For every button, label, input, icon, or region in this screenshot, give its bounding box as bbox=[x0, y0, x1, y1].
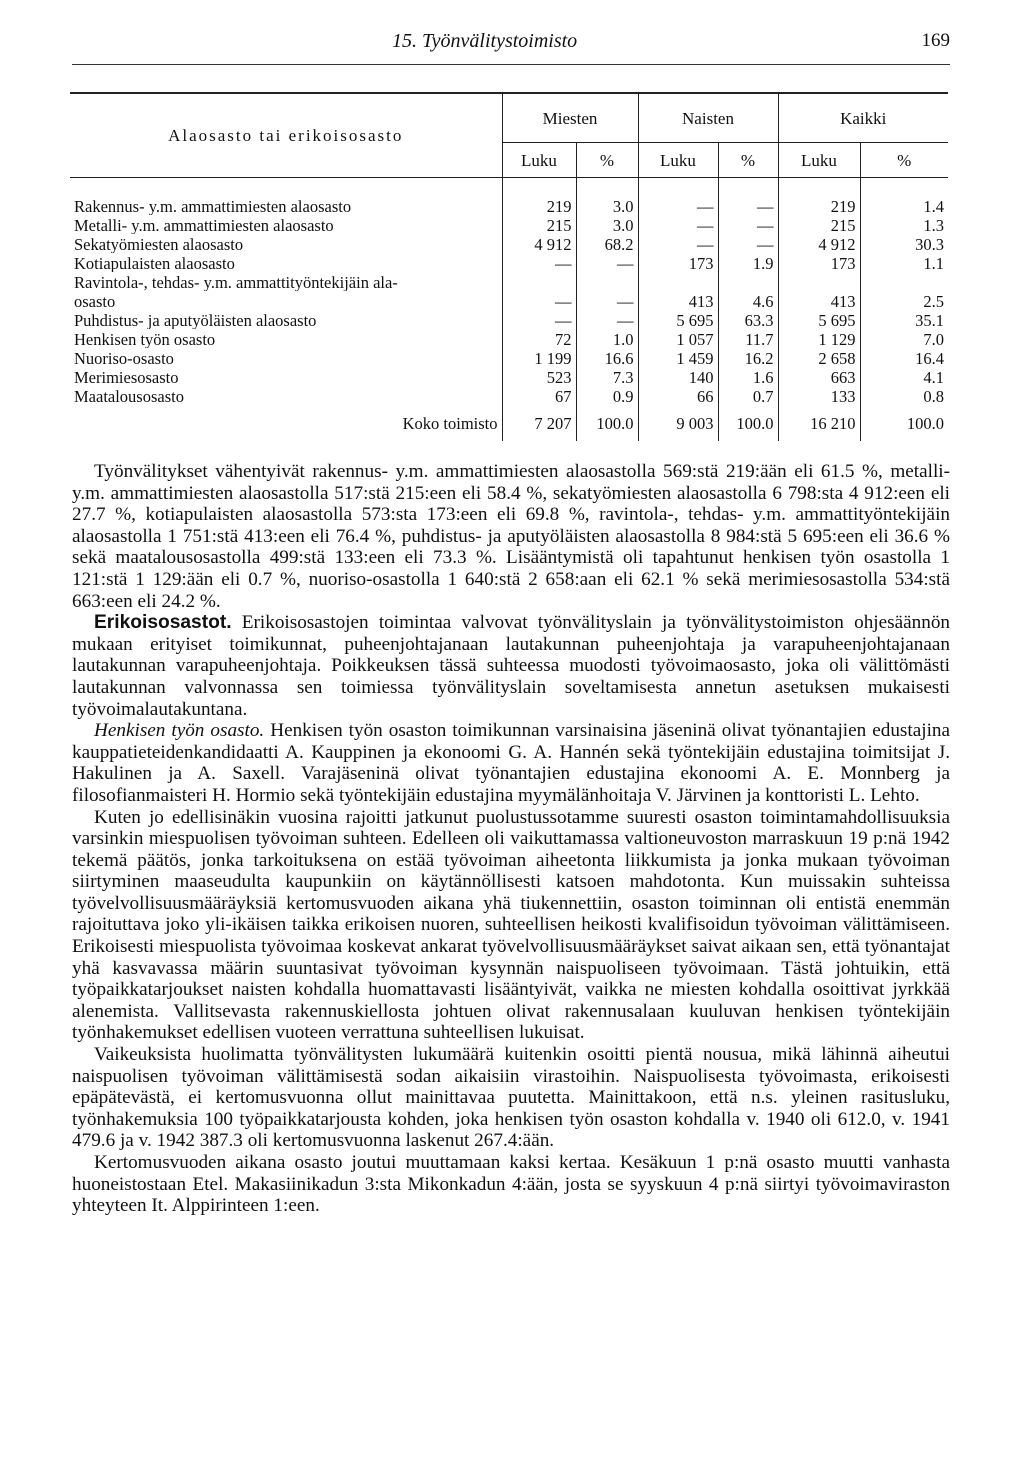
table-cell: 3.0 bbox=[576, 196, 638, 215]
table-cell: 68.2 bbox=[576, 234, 638, 253]
table-cell: 133 bbox=[778, 386, 860, 405]
table-body bbox=[70, 178, 948, 406]
table-cell bbox=[502, 272, 576, 291]
table-cell: — bbox=[576, 253, 638, 272]
table-row bbox=[70, 215, 948, 234]
table-cell: 1.4 bbox=[860, 196, 948, 215]
table-cell: 219 bbox=[502, 196, 576, 215]
table-cell: 16.4 bbox=[860, 348, 948, 367]
paragraph: Työnvälitykset vähentyivät rakennus- y.m. ammattimiesten alaosastolla 569:stä 219:ään eli 61.5 %, metalli- y.m. ammattimiesten alaosastolla 517:stä 215:een eli 58.4 %, sekatyömiesten alaosastolla 6 798:sta 4 912:een eli 27.7 %, kotiapulaisten alaosastolla 573:sta 173:een eli 69.8 %, ravintola-, tehdas- y.m. ammattityöntekijäin alaosastolla 1 751:stä 413:een eli 76.4 %, puhdistus- ja aputyöläisten alaosastolla 8 984:stä 5 695:een eli 36.6 % sekä maatalousosastolla 499:stä 133:een eli 73.3 %. Lisääntymistä oli tapahtunut henkisen työn osastolla 1 121:stä 1 129:ään eli 0.7 %, nuoriso-osastolla 1 640:stä 2 658:aan eli 62.1 % sekä merimiesosastolla 534:stä 663:een eli 24.2 %. bbox=[72, 461, 950, 612]
table-row bbox=[70, 196, 948, 215]
table-cell: 1 129 bbox=[778, 329, 860, 348]
row-label: osasto bbox=[74, 292, 116, 310]
table-row bbox=[70, 329, 948, 348]
row-label: Nuoriso-osasto bbox=[74, 349, 174, 367]
table-row bbox=[70, 291, 948, 310]
table-cell: 1 199 bbox=[502, 348, 576, 367]
table-cell: 1.9 bbox=[718, 253, 778, 272]
table-cell: 11.7 bbox=[718, 329, 778, 348]
paragraph: Vaikeuksista huolimatta työnvälitysten lukumäärä kuitenkin osoitti pientä nousua, mikä lähinnä aiheutui naispuolisen työvoiman välittämisestä sodan aikaisiin virastoihin. Naispuolisesta työvoimasta, erikoisesti epäpätevästä, ei kertomusvuonna ollut mainittavaa puutetta. Mainittakoon, että n.s. yleinen rasitusluku, työnhakemuksia 100 työpaikkatarjousta kohden, joka henkisen työn osaston kohdalla v. 1940 oli 612.0, v. 1941 479.6 ja v. 1942 387.3 oli kertomusvuonna laskenut 267.4:ään. bbox=[72, 1044, 950, 1152]
running-title: 15. Työnvälitystoimisto bbox=[392, 30, 578, 52]
table-cell: 1 057 bbox=[638, 329, 718, 348]
table-cell: 1.6 bbox=[718, 367, 778, 386]
table-cell: 30.3 bbox=[860, 234, 948, 253]
table-cell: — bbox=[638, 196, 718, 215]
subheader-percent: % bbox=[860, 143, 948, 178]
table-cell: 219 bbox=[778, 196, 860, 215]
paragraph bbox=[72, 720, 950, 806]
table-cell: 663 bbox=[778, 367, 860, 386]
running-header bbox=[72, 20, 950, 60]
subheader-percent: % bbox=[718, 143, 778, 178]
section-heading: Henkisen työn osasto. bbox=[94, 720, 265, 742]
total-cell: 100.0 bbox=[718, 405, 778, 441]
table-cell: 35.1 bbox=[860, 310, 948, 329]
subheader-percent: % bbox=[576, 143, 638, 178]
table-row bbox=[70, 234, 948, 253]
total-cell: 7 207 bbox=[502, 405, 576, 441]
row-label: Metalli- y.m. ammattimiesten alaosasto bbox=[74, 216, 334, 234]
paragraph: Kertomusvuoden aikana osasto joutui muuttamaan kaksi kertaa. Kesäkuun 1 p:nä osasto muutti vanhasta huoneistostaan Etel. Makasiinikadun 3:sta Mikonkadun 4:ään, josta se syyskuun 4 p:nä siirtyi työvoimaviraston yhteyteen It. Alppirinteen 1:een. bbox=[72, 1152, 950, 1217]
table-cell: 413 bbox=[638, 291, 718, 310]
paragraph: Kuten jo edellisinäkin vuosina rajoitti jatkunut puolustussotamme suuresti osaston toimintamahdollisuuksia varsinkin miespuolisen työvoiman suhteen. Edelleen oli vaikuttamassa valtioneuvoston marraskuun 19 p:nä 1942 tekemä päätös, jonka tarkoituksena on estää työvoiman aiheetonta liikkumista ja jonka mukaan työvoiman siirtyminen maaseudulta kaupunkiin on käytännöllisesti katsoen mahdotonta. Kun muissakin suhteissa työvelvollisuusmääräyksiä kertomusvuoden aikana yhä tiukennettiin, osaston toiminnan oli entistä enemmän rajoituttava joko yli-ikäisen taikka erikoisen nuoren, suhteellisen heikosti kvalifisoidun työvoiman välittämiseen. Erikoisesti miespuolista työvoimaa koskevat ankarat työvelvollisuusmääräykset saivat aikaan sen, että työnantajat yhä kasvavassa määrin suuntasivat työvoiman kysynnän naispuoliseen työvoimaan. Tästä johtuikin, että työpaikkatarjoukset naisten kohdalla huomattavasti lisääntyivät, vaikka ne miesten kohdalla osoittivat jyrkkää alenemista. Vallitsevasta rakennuskiellosta johtuen olivat rakennusalaan kuuluvan henkisen työntekijäin työnhakemukset edellisen vuoteen verrattuna suhteellisen lukuisat. bbox=[72, 806, 950, 1044]
table-row bbox=[70, 310, 948, 329]
group-header-men: Miesten bbox=[502, 93, 638, 143]
statistics-table bbox=[70, 92, 948, 441]
table-cell: 1.0 bbox=[576, 329, 638, 348]
body-text bbox=[72, 461, 950, 1217]
table-cell: 413 bbox=[778, 291, 860, 310]
table-cell: 2 658 bbox=[778, 348, 860, 367]
table-row bbox=[70, 348, 948, 367]
row-label: Puhdistus- ja aputyöläisten alaosasto bbox=[74, 311, 317, 329]
total-cell: 100.0 bbox=[576, 405, 638, 441]
table-cell: 4.6 bbox=[718, 291, 778, 310]
table-cell: 66 bbox=[638, 386, 718, 405]
page-number: 169 bbox=[921, 30, 950, 51]
table-cell: 140 bbox=[638, 367, 718, 386]
table-cell: 16.6 bbox=[576, 348, 638, 367]
table-cell: — bbox=[638, 234, 718, 253]
row-label: Merimiesosasto bbox=[74, 368, 179, 386]
table-cell: 0.9 bbox=[576, 386, 638, 405]
table-cell: 67 bbox=[502, 386, 576, 405]
table-cell bbox=[718, 272, 778, 291]
section-heading: Erikoisosastot. bbox=[94, 612, 232, 634]
table-cell: 5 695 bbox=[778, 310, 860, 329]
table-cell: — bbox=[576, 310, 638, 329]
header-rule bbox=[72, 64, 950, 65]
table-cell: — bbox=[638, 215, 718, 234]
group-header-women: Naisten bbox=[638, 93, 778, 143]
paragraph bbox=[72, 612, 950, 720]
total-cell: 9 003 bbox=[638, 405, 718, 441]
table-cell: 16.2 bbox=[718, 348, 778, 367]
table-row bbox=[70, 253, 948, 272]
table-total-row bbox=[70, 405, 948, 441]
table-cell: 215 bbox=[502, 215, 576, 234]
table-row bbox=[70, 386, 948, 405]
total-label: Koko toimisto bbox=[402, 413, 498, 433]
table-cell: — bbox=[502, 253, 576, 272]
table-cell: — bbox=[718, 196, 778, 215]
total-cell: 16 210 bbox=[778, 405, 860, 441]
table-cell: — bbox=[576, 291, 638, 310]
table-cell: — bbox=[502, 291, 576, 310]
table-row bbox=[70, 272, 948, 291]
table-cell: 63.3 bbox=[718, 310, 778, 329]
total-cell: 100.0 bbox=[860, 405, 948, 441]
table-cell: 7.3 bbox=[576, 367, 638, 386]
table-cell: 72 bbox=[502, 329, 576, 348]
table-cell: 173 bbox=[778, 253, 860, 272]
row-label: Rakennus- y.m. ammattimiesten alaosasto bbox=[74, 197, 352, 215]
table-cell: 4 912 bbox=[778, 234, 860, 253]
table-cell: 7.0 bbox=[860, 329, 948, 348]
table-cell: 1 459 bbox=[638, 348, 718, 367]
table-row bbox=[70, 367, 948, 386]
table-cell: 0.8 bbox=[860, 386, 948, 405]
group-header-all: Kaikki bbox=[778, 93, 948, 143]
table-cell: 0.7 bbox=[718, 386, 778, 405]
subheader-count: Luku bbox=[778, 143, 860, 178]
table-cell bbox=[860, 272, 948, 291]
row-label: Sekatyömiesten alaosasto bbox=[74, 235, 244, 253]
table-cell: 3.0 bbox=[576, 215, 638, 234]
row-label: Ravintola-, tehdas- y.m. ammattityöntekijäin ala- bbox=[74, 273, 398, 291]
table-cell: 2.5 bbox=[860, 291, 948, 310]
table-cell bbox=[778, 272, 860, 291]
table-cell: 4.1 bbox=[860, 367, 948, 386]
subheader-count: Luku bbox=[502, 143, 576, 178]
table-cell: 523 bbox=[502, 367, 576, 386]
table-cell bbox=[576, 272, 638, 291]
row-label: Henkisen työn osasto bbox=[74, 330, 216, 348]
table-cell: 4 912 bbox=[502, 234, 576, 253]
paragraph-text: Henkisen työn osaston toimikunnan varsinaisina jäseninä olivat työnantajien edustajina kauppatieteidenkandidaatti A. Kauppinen ja ekonoomi G. A. Hannén sekä työntekijäin edustajina toimitsijat J. Hakulinen ja A. Saxell. Varajäseninä olivat työnantajien edustajina ekonoomi A. E. Monnberg ja filosofianmaisteri H. Hormio sekä työntekijäin edustajina myymälänhoitaja V. Järvinen ja konttoristi L. Lehto. bbox=[72, 720, 951, 806]
subheader-count: Luku bbox=[638, 143, 718, 178]
table-cell: 173 bbox=[638, 253, 718, 272]
table-cell: 215 bbox=[778, 215, 860, 234]
table-cell: — bbox=[718, 234, 778, 253]
paragraph-text: Erikoisosastojen toimintaa valvovat työnvälityslain ja työnvälitystoimiston ohjesäännön mukaan erityiset toimikunnat, puheenjohtajanaan lautakunnan puheenjohtaja ja varapuheenjohtajanaan lautakunnan varapuheenjohtaja. Poikkeuksen tässä suhteessa muodosti työvoimaosasto, joka oli välittömästi lautakunnan valvonnassa sen toimiessa työnvälityslain soveltamisesta annetun asetuksen mukaisesti työvoimalautakuntana. bbox=[72, 612, 951, 720]
table-cell bbox=[638, 272, 718, 291]
table-cell: — bbox=[502, 310, 576, 329]
row-label: Maatalousosasto bbox=[74, 387, 184, 405]
table-cell: 1.3 bbox=[860, 215, 948, 234]
table-cell: 1.1 bbox=[860, 253, 948, 272]
row-label: Kotiapulaisten alaosasto bbox=[74, 254, 235, 272]
column-label: Alaosasto tai erikoisosasto bbox=[70, 93, 502, 178]
table-cell: — bbox=[718, 215, 778, 234]
table-cell: 5 695 bbox=[638, 310, 718, 329]
